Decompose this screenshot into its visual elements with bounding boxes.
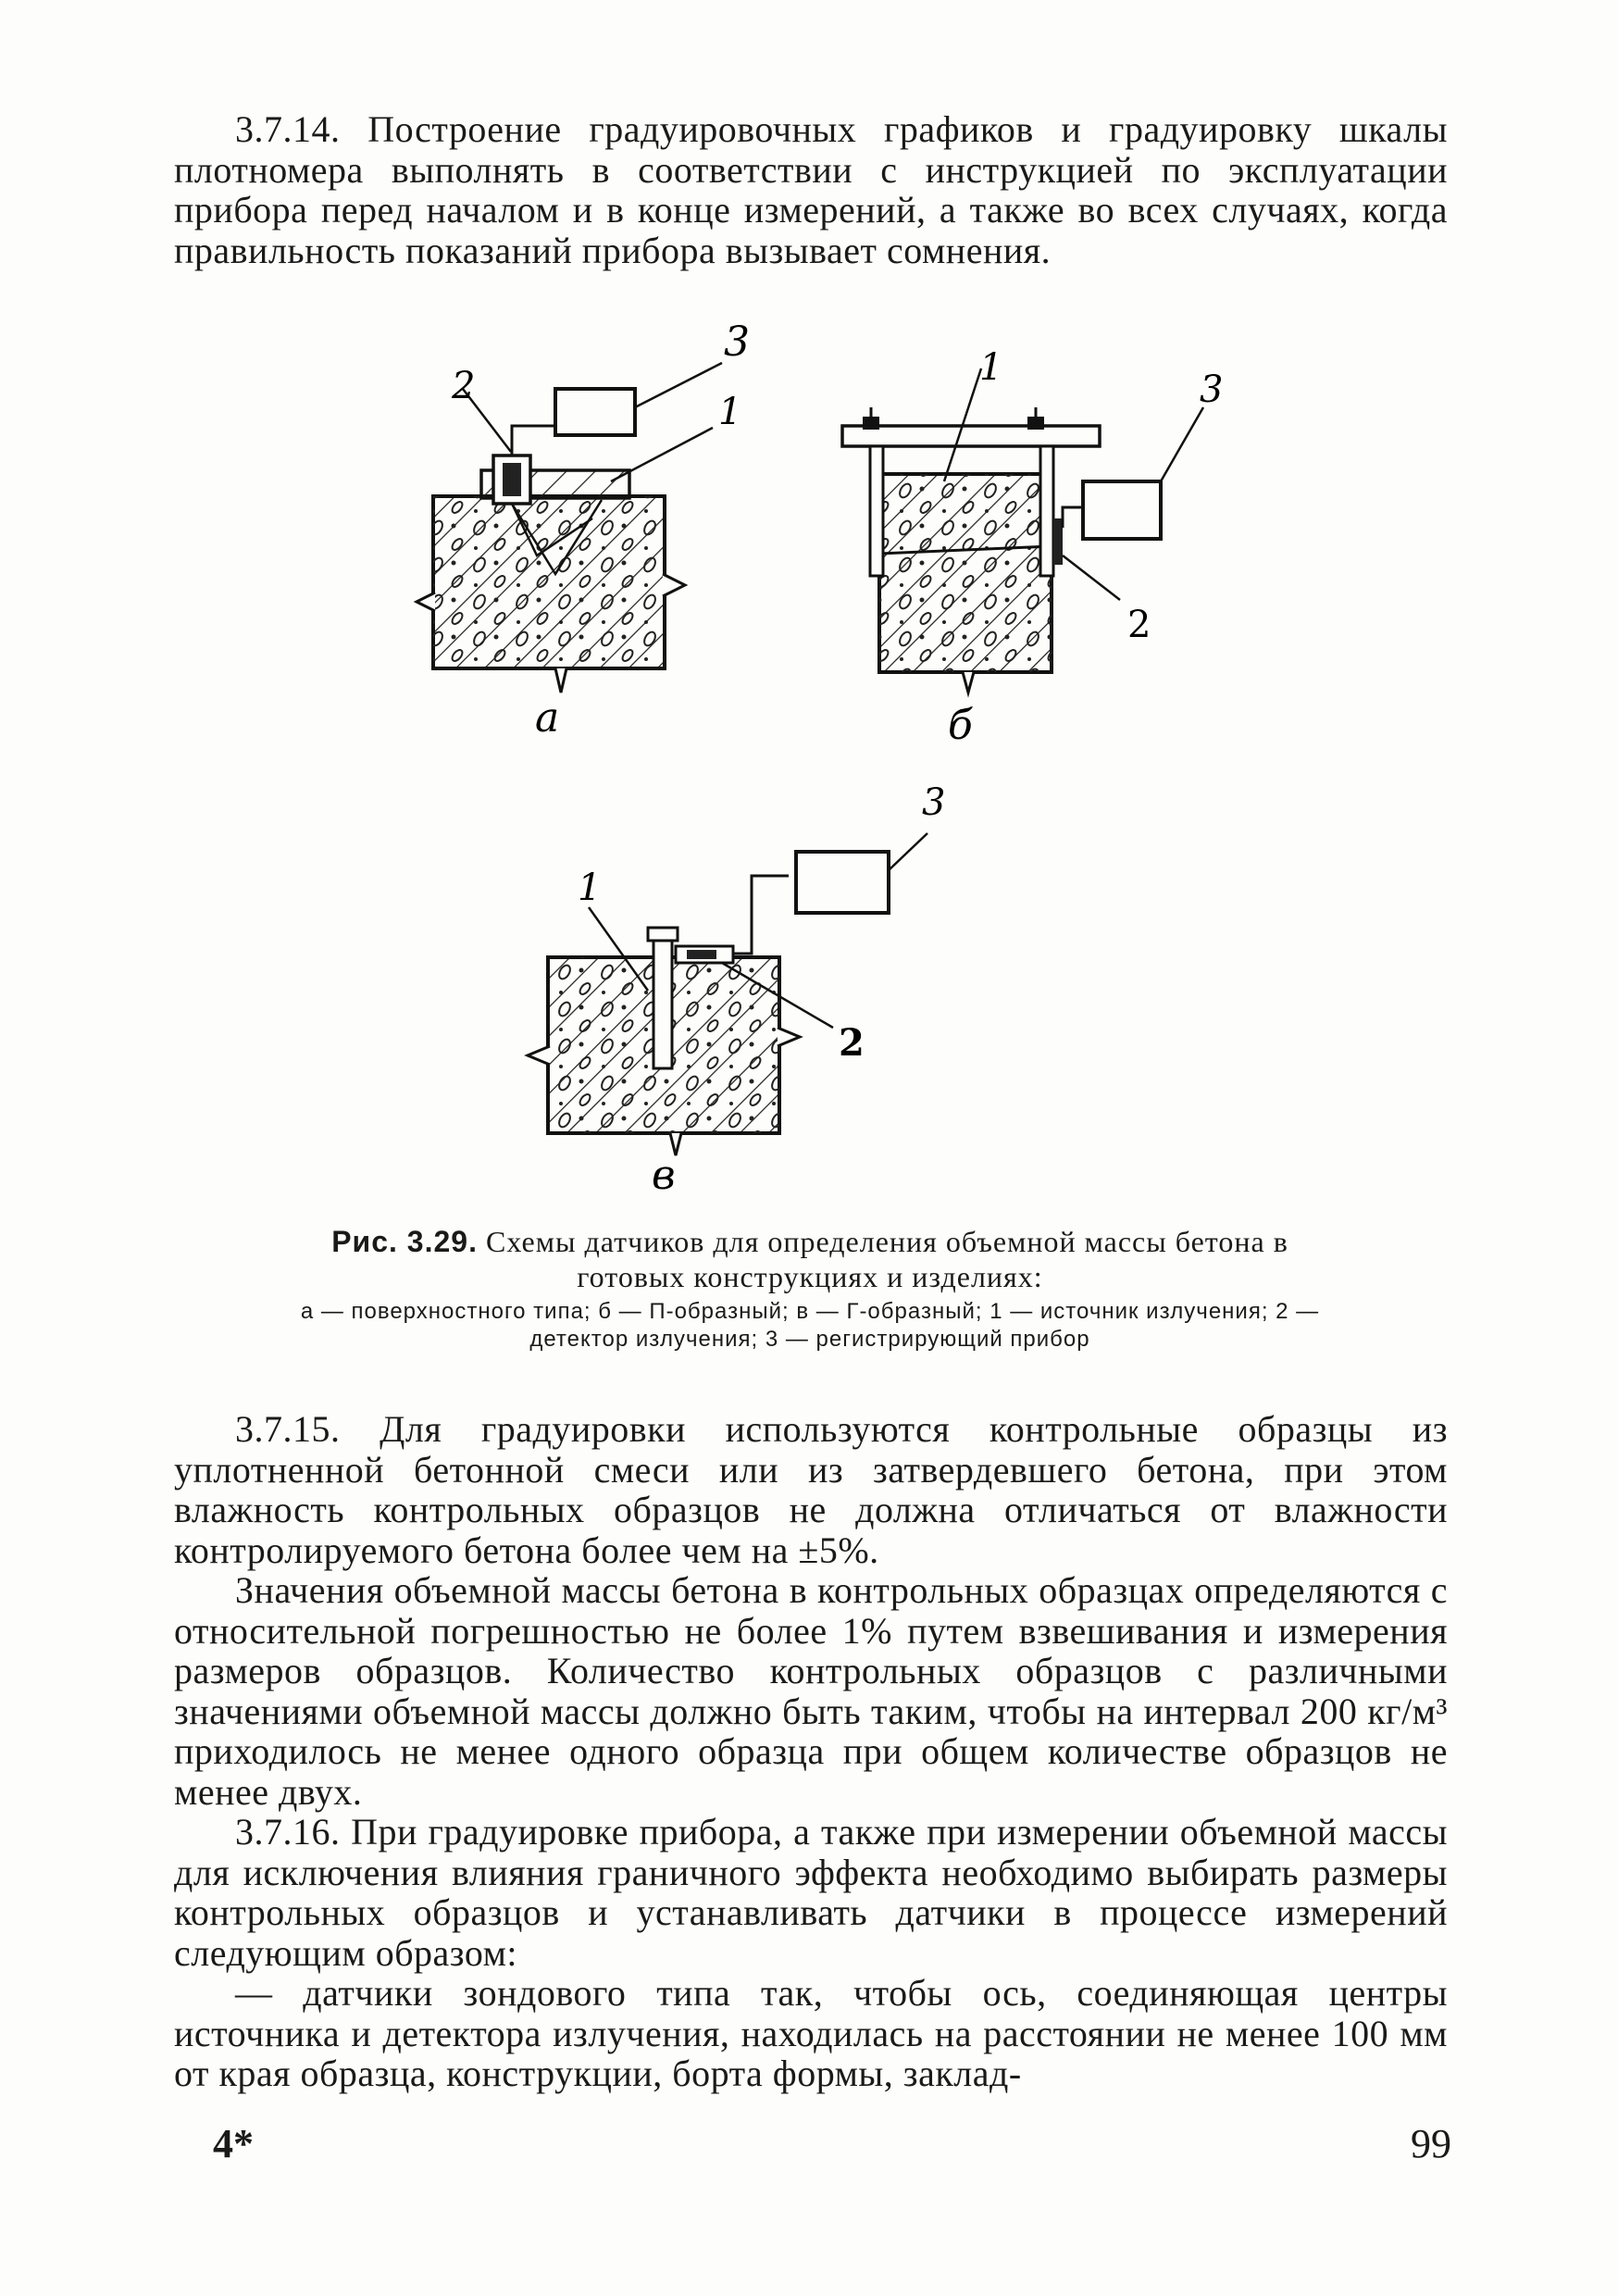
label-1-c: 1 xyxy=(578,867,602,909)
caption-title-text: Схемы датчиков для определения объемной массы бетона в готовых конструкциях и изделиях: xyxy=(485,1225,1288,1293)
label-2-a: 2 xyxy=(452,365,476,407)
figure-caption xyxy=(287,1224,1333,1354)
page-number: 99 xyxy=(1411,2121,1451,2166)
label-1-b: 1 xyxy=(979,346,1003,389)
label-c: в xyxy=(652,1152,676,1199)
diagram-a xyxy=(417,363,722,693)
label-2-b: 2 xyxy=(1127,604,1151,646)
caption-prefix: Рис. 3.29. xyxy=(331,1225,478,1258)
caption-legend: а — поверхностного типа; б — П-образный; в — Г-образный; 1 — источник излучения; 2 — детектор излучения; 3 — регистрирующий прибор xyxy=(300,1299,1320,1352)
label-3-b: 3 xyxy=(1200,368,1224,411)
signature-mark: 4* xyxy=(213,2121,254,2166)
label-3-a: 3 xyxy=(724,318,750,366)
label-b: б xyxy=(948,702,973,749)
paragraph-3-7-14: 3.7.14. Построение градуировочных графиков и градуировку шкалы плотномера выполнять в соответствии с инструкцией по эксплуатации прибора перед началом и в конце измерений, а также во всех случаях, когда правильность показаний прибора вызывает сомнения. xyxy=(174,108,1448,271)
text-block-bottom xyxy=(174,1409,1448,2094)
label-2-c: 2 xyxy=(839,1021,865,1065)
caption-title xyxy=(287,1224,1333,1294)
label-1-a: 1 xyxy=(718,391,742,433)
label-3-c: 3 xyxy=(922,781,946,824)
paragraph-probe-sensors: — датчики зондового типа так, чтобы ось, соединяющая центры источника и детектора излучения, находилась на расстоянии не менее 100 мм от края образца, конструкции, борта формы, заклад- xyxy=(174,1972,1448,2094)
paragraph-3-7-16: 3.7.16. При градуировке прибора, а также при измерении объемной массы для исключения влияния граничного эффекта необходимо выбирать размеры контрольных образцов и устанавливать датчики в процессе измерений следующим образом: xyxy=(174,1811,1448,1974)
paragraph-density: Значения объемной массы бетона в контрольных образцах определяются с относительной погрешностью не более 1% путем взвешивания и измерения размеров образцов. Количество контрольных образцов с различными значениями объемной массы должно быть таким, чтобы на интервал 200 кг/м³ приходилось не менее одного образца при общем количестве образцов не менее двух. xyxy=(174,1569,1448,1813)
label-a: а xyxy=(535,694,560,742)
paragraph-3-7-15: 3.7.15. Для градуировки используются контрольные образцы из уплотненной бетонной смеси или из затвердевшего бетона, при этом влажность контрольных образцов не должна отличаться от влажности контролируемого бетона более чем на ±5%. xyxy=(174,1408,1448,1571)
